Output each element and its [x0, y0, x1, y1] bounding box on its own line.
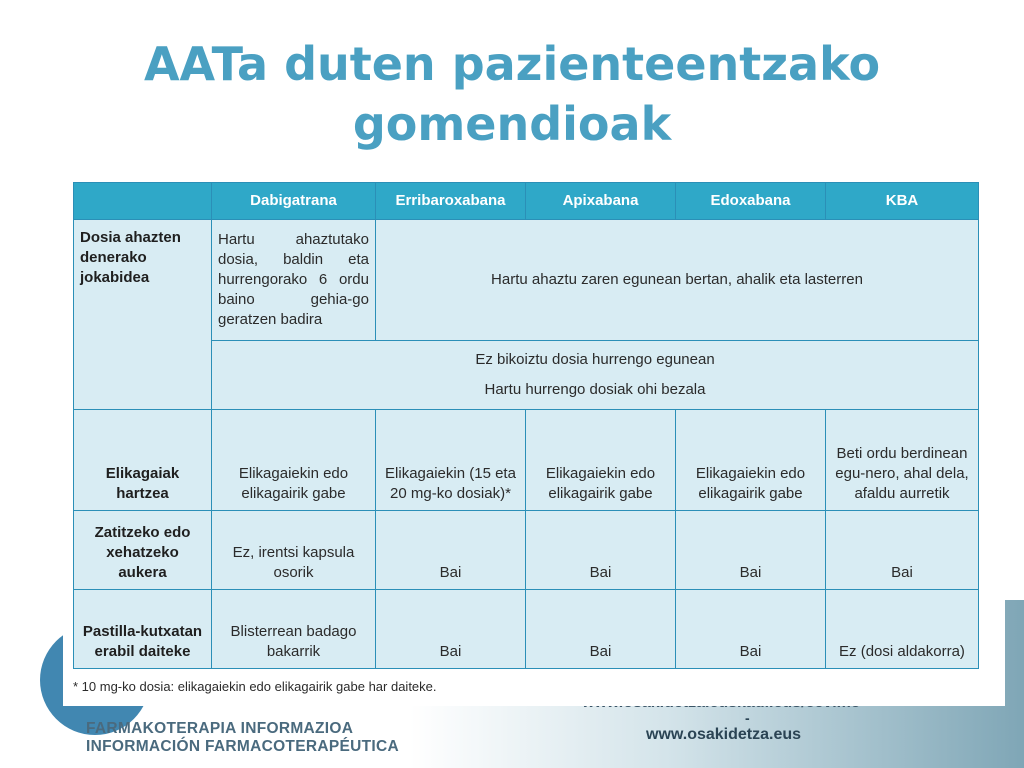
cell-food-edoxabana: Elikagaiekin edo elikagairik gabe — [676, 410, 826, 511]
column-header-kba: KBA — [826, 183, 979, 220]
title-line-1: AATa duten pazienteentzako — [143, 37, 881, 91]
table-row-pillbox — [74, 590, 979, 669]
table-row-crush — [74, 511, 979, 590]
cell-crush-dabigatrana: Ez, irentsi kapsula osorik — [212, 511, 376, 590]
cell-crush-kba: Bai — [826, 511, 979, 590]
cell-crush-apixabana: Bai — [526, 511, 676, 590]
cell-pillbox-edoxabana: Bai — [676, 590, 826, 669]
row-header-missed-dose: Dosia ahazten denerako jokabidea — [74, 220, 212, 410]
cell-food-kba: Beti ordu berdinean egu-nero, ahal dela, afaldu aurretik — [826, 410, 979, 511]
footer-line-1: FARMAKOTERAPIA INFORMAZIOA — [86, 720, 354, 737]
page-title — [0, 34, 1024, 154]
table-row-missed-dose — [74, 220, 979, 341]
shared-line-2: Hartu hurrengo dosiak ohi bezala — [484, 381, 706, 398]
column-header-edoxabana: Edoxabana — [676, 183, 826, 220]
cell-pillbox-kba: Ez (dosi aldakorra) — [826, 590, 979, 669]
cell-missed-dose-dabigatrana: Hartu ahaztutako dosia, baldin eta hurrengorako 6 ordu baino gehia-go geratzen badira — [212, 220, 376, 341]
table-panel — [63, 176, 1005, 706]
shared-line-1: Ez bikoiztu dosia hurrengo egunean — [475, 351, 715, 368]
recommendations-table — [73, 182, 979, 669]
cell-food-apixabana: Elikagaiekin edo elikagairik gabe — [526, 410, 676, 511]
cell-crush-erribaroxabana: Bai — [376, 511, 526, 590]
table-footnote: * 10 mg-ko dosia: elikagaiekin edo elikagairik gabe har daiteke. — [73, 679, 437, 694]
row-header-food: Elikagaiak hartzea — [74, 410, 212, 511]
cell-missed-dose-shared — [212, 341, 979, 410]
row-header-pillbox: Pastilla-kutxatan erabil daiteke — [74, 590, 212, 669]
footer-dash: - — [745, 710, 750, 726]
cell-food-dabigatrana: Elikagaiekin edo elikagairik gabe — [212, 410, 376, 511]
cell-pillbox-erribaroxabana: Bai — [376, 590, 526, 669]
cell-missed-dose-others: Hartu ahaztu zaren egunean bertan, ahalik eta lasterren — [376, 220, 979, 341]
footer-line-2: INFORMACIÓN FARMACOTERAPÉUTICA — [86, 738, 399, 755]
title-line-2: gomendioak — [352, 97, 672, 151]
cell-food-erribaroxabana: Elikagaiekin (15 eta 20 mg-ko dosiak)* — [376, 410, 526, 511]
row-header-crush: Zatitzeko edo xehatzeko aukera — [74, 511, 212, 590]
table-row-food — [74, 410, 979, 511]
column-header-erribaroxabana: Erribaroxabana — [376, 183, 526, 220]
cell-pillbox-dabigatrana: Blisterrean badago bakarrik — [212, 590, 376, 669]
cell-crush-edoxabana: Bai — [676, 511, 826, 590]
column-header-apixabana: Apixabana — [526, 183, 676, 220]
table-header-row — [74, 183, 979, 220]
footer-url: www.osakidetza.eus — [646, 726, 802, 743]
header-corner — [74, 183, 212, 220]
column-header-dabigatrana: Dabigatrana — [212, 183, 376, 220]
cell-pillbox-apixabana: Bai — [526, 590, 676, 669]
